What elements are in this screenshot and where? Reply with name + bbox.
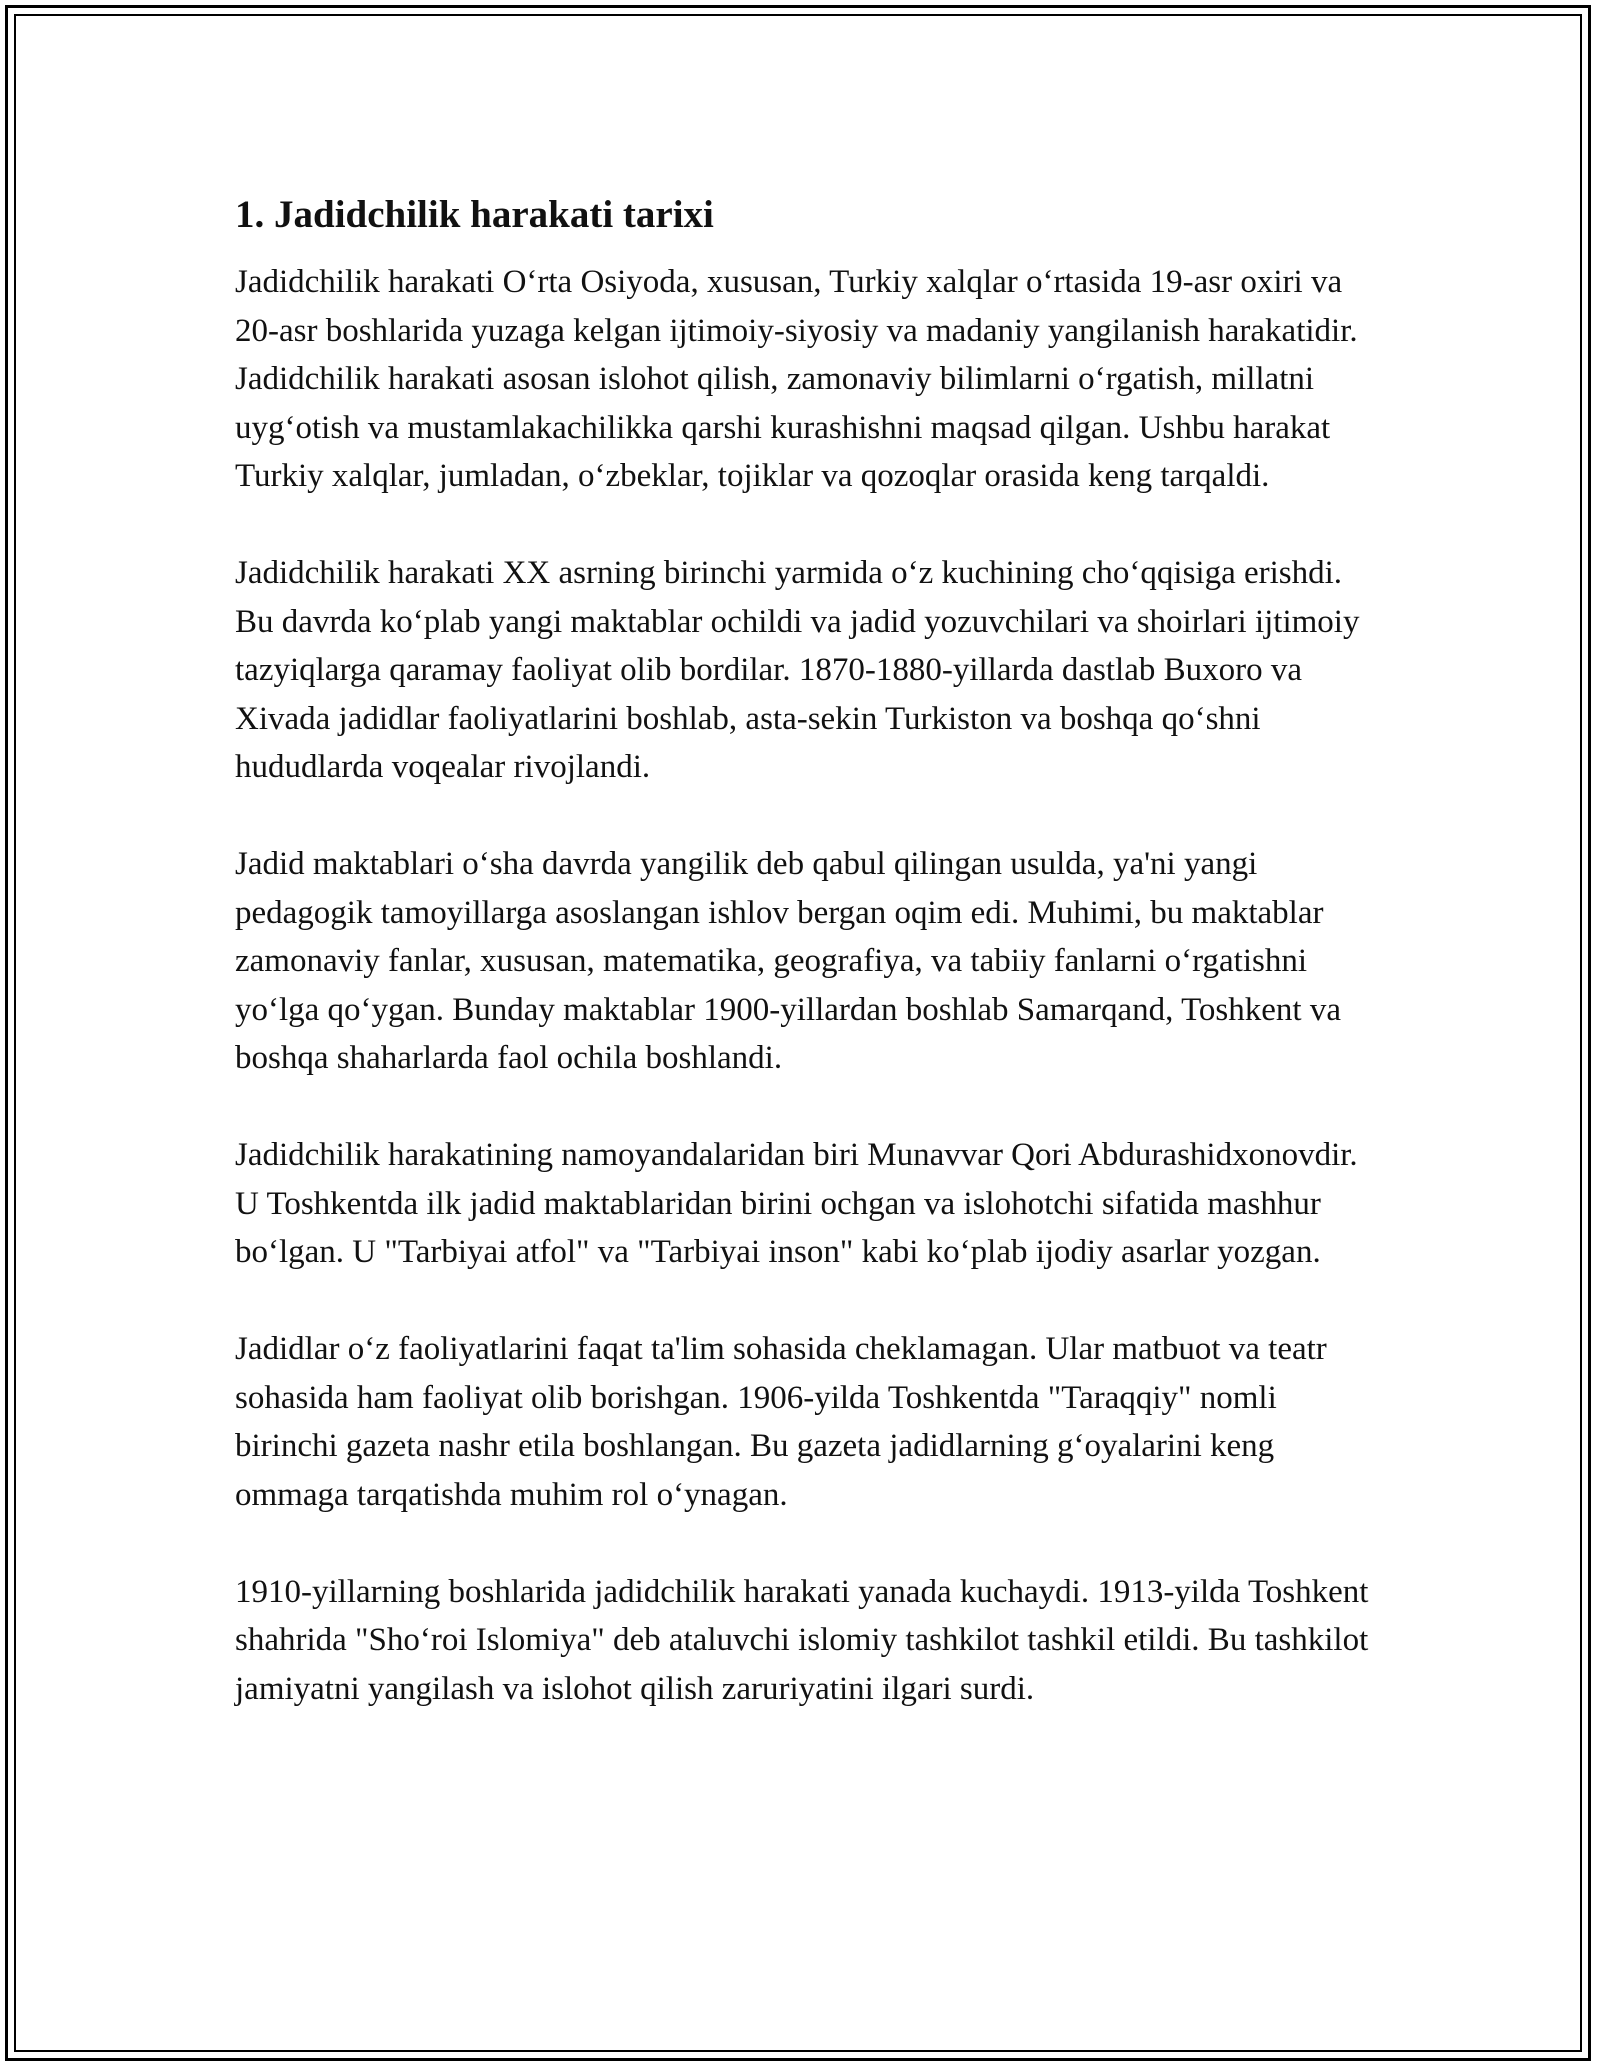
paragraph-4: Jadidchilik harakatining namoyandalaridan biri Munavvar Qori Abdurashidxonovdir. U Toshkentda ilk jadid maktablaridan birini ochgan va islohotchi sifatida mashhur bo‘lgan. U "Tarbiyai atfol" va "Tarbiyai inson" kabi ko‘plab ijodiy asarlar yozgan. [235, 1137, 1358, 1270]
document-body [235, 186, 1385, 1762]
paragraph-3: Jadid maktablari o‘sha davrda yangilik deb qabul qilingan usulda, ya'ni yangi pedagogik tamoyillarga asoslangan ishlov bergan oqim edi. Muhimi, bu maktablar zamonaviy fanlar, xususan, matematika, geografiya, va tabiiy fanlarni o‘rgatishni yo‘lga qo‘ygan. Bunday maktablar 1900-yillardan boshlab Samarqand, Toshkent va boshqa shaharlarda faol ochila boshlandi. [235, 846, 1341, 1076]
paragraph-6: 1910-yillarning boshlarida jadidchilik harakati yanada kuchaydi. 1913-yilda Toshkent shahrida "Sho‘roi Islomiya" deb ataluvchi islomiy tashkilot tashkil etildi. Bu tashkilot jamiyatni yangilash va islohot qilish zaruriyatini ilgari surdi. [235, 1573, 1369, 1707]
paragraph-2: Jadidchilik harakati XX asrning birinchi yarmida o‘z kuchining cho‘qqisiga erishdi. Bu davrda ko‘plab yangi maktablar ochildi va jadid yozuvchilari va shoirlari ijtimoiy tazyiqlarga qaramay faoliyat olib bordilar. 1870-1880-yillarda dastlab Buxoro va Xivada jadidlar faoliyatlarini boshlab, asta-sekin Turkiston va boshqa qo‘shni hududlarda voqealar rivojlandi. [235, 555, 1360, 785]
paragraph-5: Jadidlar o‘z faoliyatlarini faqat ta'lim sohasida cheklamagan. Ular matbuot va teatr sohasida ham faoliyat olib borishgan. 1906-yilda Toshkentda "Taraqqiy" nomli birinchi gazeta nashr etila boshlangan. Bu gazeta jadidlarning g‘oyalarini keng ommaga tarqatishda muhim rol o‘ynagan. [235, 1331, 1327, 1513]
paragraph-1: Jadidchilik harakati O‘rta Osiyoda, xususan, Turkiy xalqlar o‘rtasida 19-asr oxiri va 20-asr boshlarida yuzaga kelgan ijtimoiy-siyosiy va madaniy yangilanish harakatidir. Jadidchilik harakati asosan islohot qilish, zamonaviy bilimlarni o‘rgatish, millatni uyg‘otish va mustamlakachilikka qarshi kurashishni maqsad qilgan. Ushbu harakat Turkiy xalqlar, jumladan, o‘zbeklar, tojiklar va qozoqlar orasida keng tarqaldi. [235, 264, 1358, 494]
section-heading: 1. Jadidchilik harakati tarixi [235, 193, 714, 236]
